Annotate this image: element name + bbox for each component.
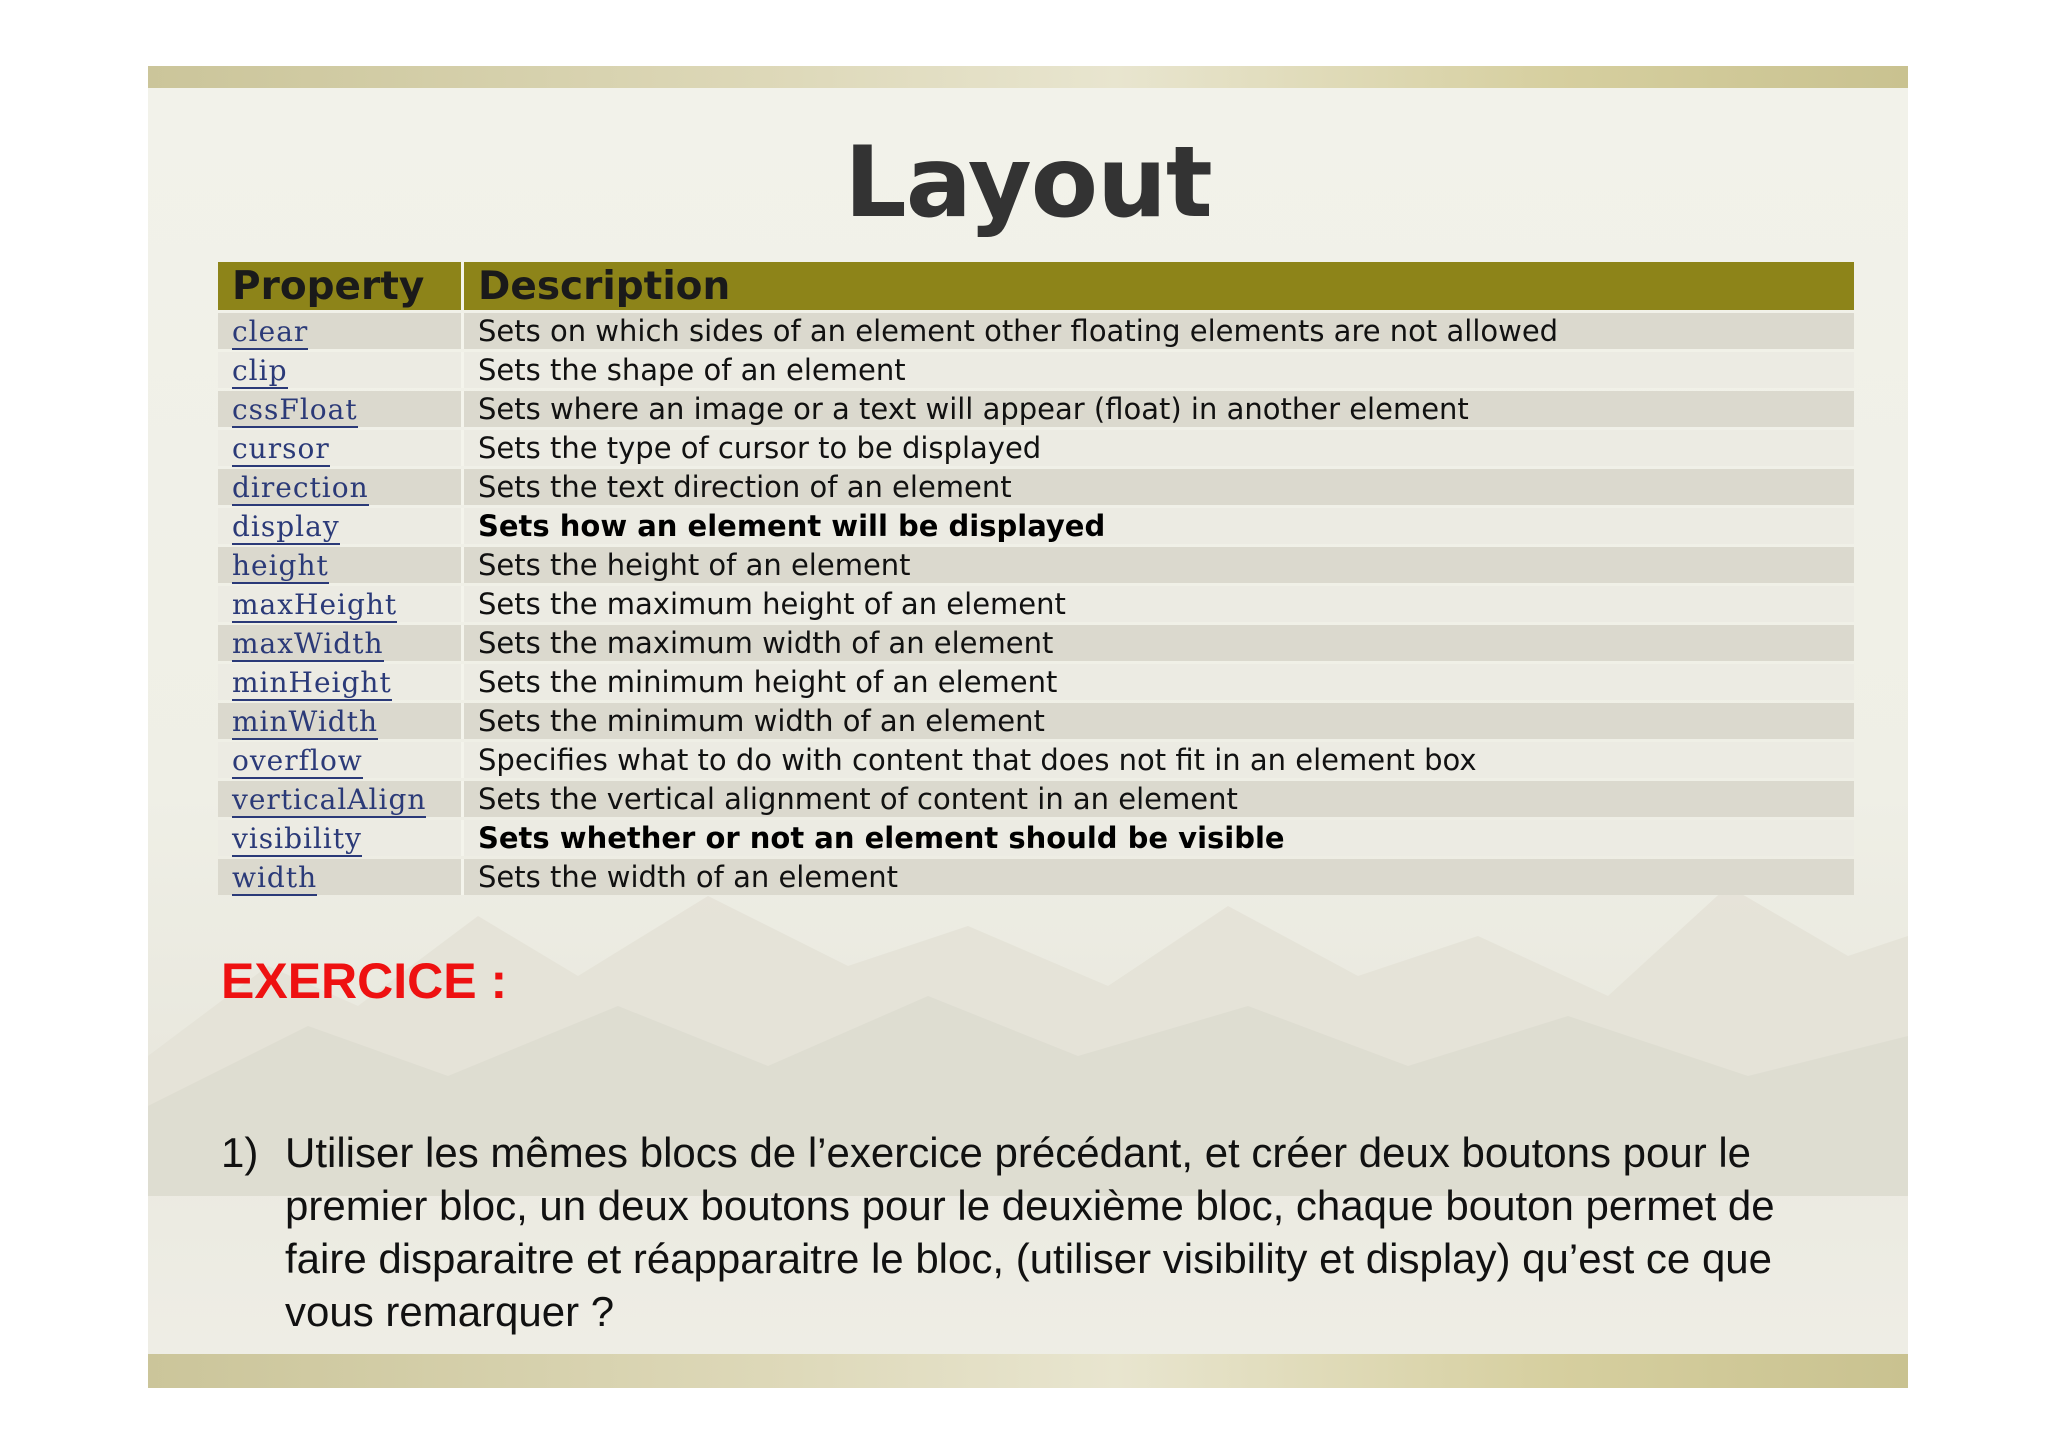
table-row: [218, 313, 1854, 349]
property-description: Sets whether or not an element should be visible: [464, 820, 1854, 856]
property-description: Sets how an element will be displayed: [464, 508, 1854, 544]
property-link[interactable]: cssFloat: [232, 393, 358, 426]
exercise-number: 1): [221, 1129, 259, 1176]
exercise-item: [221, 1126, 1841, 1338]
property-description: Sets where an image or a text will appear (float) in another element: [464, 391, 1854, 427]
table-row: [218, 664, 1854, 700]
table-row: [218, 586, 1854, 622]
table-row: [218, 508, 1854, 544]
property-description: Sets the shape of an element: [464, 352, 1854, 388]
header-description: Description: [464, 262, 1854, 310]
property-link[interactable]: verticalAlign: [232, 783, 427, 816]
bottom-band: [148, 1354, 1908, 1388]
property-link[interactable]: minWidth: [232, 705, 378, 738]
property-link[interactable]: minHeight: [232, 666, 392, 699]
table-row: [218, 391, 1854, 427]
properties-table: [218, 259, 1854, 898]
property-link[interactable]: clear: [232, 315, 309, 348]
property-link[interactable]: maxWidth: [232, 627, 384, 660]
property-link[interactable]: visibility: [232, 822, 362, 855]
table-row: [218, 547, 1854, 583]
header-property: Property: [218, 262, 464, 310]
property-link[interactable]: height: [232, 549, 329, 582]
table-row: [218, 430, 1854, 466]
slide-title: Layout: [844, 126, 1212, 240]
table-row: [218, 742, 1854, 778]
property-description: Sets the type of cursor to be displayed: [464, 430, 1854, 466]
exercise-heading: EXERCICE :: [221, 953, 508, 1009]
property-description: Sets the height of an element: [464, 547, 1854, 583]
property-description: Sets the width of an element: [464, 859, 1854, 895]
property-description: Sets the text direction of an element: [464, 469, 1854, 505]
property-description: Sets the maximum width of an element: [464, 625, 1854, 661]
table-row: [218, 703, 1854, 739]
property-link[interactable]: cursor: [232, 432, 330, 465]
property-description: Sets on which sides of an element other floating elements are not allowed: [464, 313, 1854, 349]
property-description: Sets the minimum width of an element: [464, 703, 1854, 739]
property-description: Sets the maximum height of an element: [464, 586, 1854, 622]
table-row: [218, 859, 1854, 895]
property-link[interactable]: width: [232, 861, 318, 894]
property-link[interactable]: maxHeight: [232, 588, 398, 621]
property-link[interactable]: direction: [232, 471, 369, 504]
slide: [148, 66, 1908, 1388]
property-link[interactable]: display: [232, 510, 340, 543]
table-row: [218, 781, 1854, 817]
table-header-row: [218, 262, 1854, 310]
property-description: Specifies what to do with content that does not fit in an element box: [464, 742, 1854, 778]
property-description: Sets the minimum height of an element: [464, 664, 1854, 700]
table-row: [218, 469, 1854, 505]
exercise-text: Utiliser les mêmes blocs de l’exercice précédant, et créer deux boutons pour le premier bloc, un deux boutons pour le deuxième bloc, chaque bouton permet de faire disparaitre et réapparaitre le bloc, (utiliser visibility et display) qu’est ce que vous remarquer ?: [285, 1129, 1775, 1335]
table-row: [218, 820, 1854, 856]
top-band: [148, 66, 1908, 88]
property-link[interactable]: overflow: [232, 744, 363, 777]
property-link[interactable]: clip: [232, 354, 288, 387]
table-row: [218, 352, 1854, 388]
property-description: Sets the vertical alignment of content in an element: [464, 781, 1854, 817]
table-row: [218, 625, 1854, 661]
